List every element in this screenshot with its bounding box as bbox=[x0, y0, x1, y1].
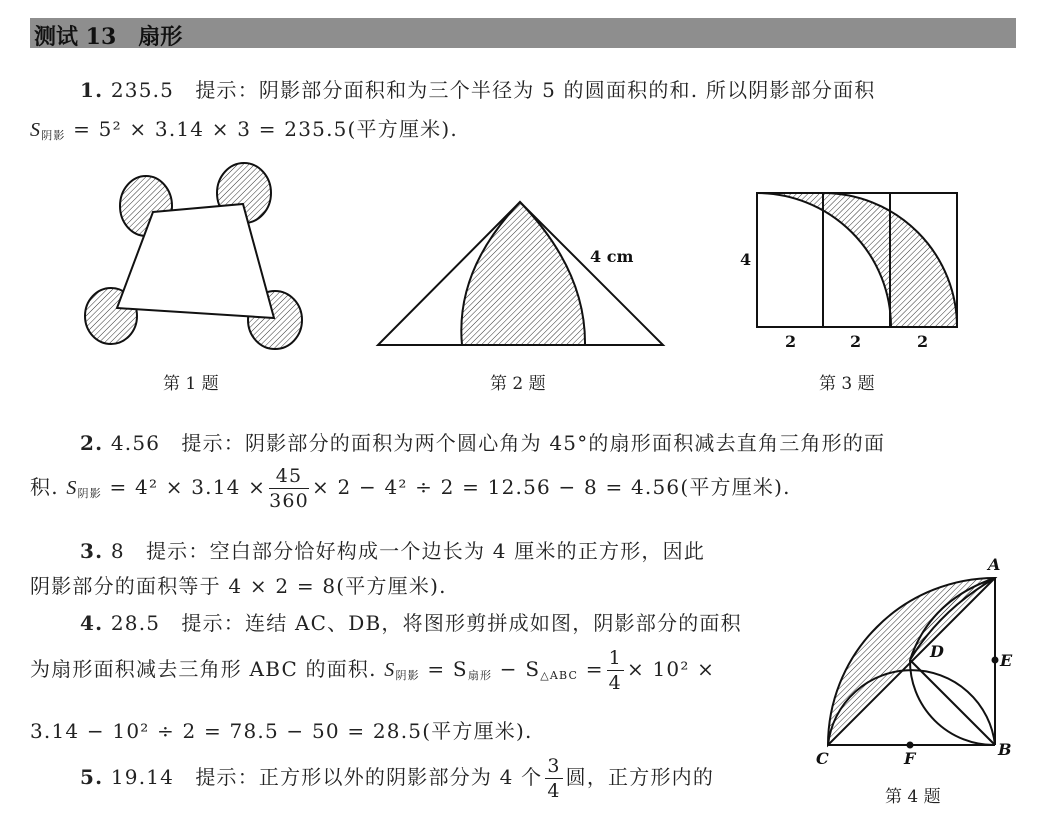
fig3-width-label: 2 bbox=[850, 332, 862, 351]
subscript: 阴影 bbox=[77, 487, 102, 500]
fig2-caption: 第 2 题 bbox=[490, 374, 546, 394]
fig4-caption: 第 4 题 bbox=[885, 787, 941, 807]
fig3-width-label: 2 bbox=[785, 332, 797, 351]
fraction bbox=[545, 754, 562, 803]
formula: = S bbox=[427, 657, 468, 681]
point-label-e: E bbox=[1000, 651, 1013, 670]
point-label-d: D bbox=[930, 642, 944, 661]
subscript: △ABC bbox=[540, 669, 579, 682]
formula: − S bbox=[492, 657, 541, 681]
formula: × 2 − 4² ÷ 2 = 12.56 − 8 = 4.56(平方厘米). bbox=[311, 475, 791, 499]
answer-value: 235.5 bbox=[110, 78, 175, 102]
figure-2 bbox=[378, 202, 663, 345]
hint-text: 圆，正方形内的 bbox=[565, 765, 715, 789]
fraction bbox=[607, 646, 624, 695]
section-title: 测试 13 扇形 bbox=[34, 24, 183, 50]
item-number: 4. bbox=[80, 611, 104, 635]
item-number: 1. bbox=[80, 78, 104, 102]
item-4-line-3: 3.14 − 10² ÷ 2 = 78.5 − 50 = 28.5(平方厘米). bbox=[30, 719, 533, 743]
fig3-caption: 第 3 题 bbox=[819, 374, 875, 394]
item-2-line-2 bbox=[30, 464, 791, 513]
hint-text: 提示：连结 AC、DB，将图形剪拼成如图，阴影部分的面积 bbox=[181, 611, 742, 635]
subscript: 扇形 bbox=[467, 669, 493, 682]
area-symbol: S bbox=[384, 659, 396, 681]
fraction bbox=[269, 464, 309, 513]
point-label-b: B bbox=[998, 740, 1012, 759]
fig3-height-label: 4 bbox=[740, 250, 752, 269]
area-symbol: S bbox=[66, 477, 78, 499]
item-2-line-1 bbox=[80, 427, 885, 456]
denominator: 360 bbox=[269, 490, 309, 512]
item-5-line-1 bbox=[80, 754, 714, 803]
point-label-c: C bbox=[816, 749, 829, 768]
fig3-width-label: 2 bbox=[917, 332, 929, 351]
figure-3 bbox=[740, 193, 957, 351]
fig2-side-label: 4 cm bbox=[590, 247, 634, 266]
hint-text: 提示：阴影部分的面积为两个圆心角为 45°的扇形面积减去直角三角形的面 bbox=[181, 431, 886, 455]
answer-value: 8 bbox=[110, 539, 125, 563]
denominator: 4 bbox=[608, 672, 622, 694]
formula: = 4² × 3.14 × bbox=[109, 475, 267, 499]
subscript: 阴影 bbox=[395, 669, 420, 682]
formula: = 5² × 3.14 × 3 = 235.5(平方厘米). bbox=[73, 117, 458, 141]
numerator: 1 bbox=[608, 647, 622, 669]
fig1-caption: 第 1 题 bbox=[163, 374, 219, 394]
item-number: 2. bbox=[80, 431, 104, 455]
point-label-a: A bbox=[988, 555, 1001, 574]
numerator: 45 bbox=[269, 464, 309, 489]
point-label-f: F bbox=[904, 749, 916, 768]
figure-1 bbox=[85, 163, 302, 349]
item-number: 3. bbox=[80, 539, 104, 563]
answer-value: 28.5 bbox=[110, 611, 161, 635]
hint-text: 提示：阴影部分面积和为三个半径为 5 的圆面积的和. 所以阴影部分面积 bbox=[195, 78, 876, 102]
hint-text: 提示：正方形以外的阴影部分为 4 个 bbox=[195, 765, 543, 789]
area-symbol: S bbox=[30, 119, 42, 141]
denominator: 4 bbox=[547, 780, 561, 802]
text: 为扇形面积减去三角形 ABC 的面积. bbox=[30, 657, 385, 681]
item-4-line-2 bbox=[30, 646, 715, 695]
formula: × 10² × bbox=[626, 657, 716, 681]
text: 积. bbox=[30, 475, 67, 499]
hint-text: 提示：空白部分恰好构成一个边长为 4 厘米的正方形，因此 bbox=[145, 539, 706, 563]
item-4-line-1 bbox=[80, 607, 742, 636]
answer-value: 4.56 bbox=[110, 431, 161, 455]
item-3-line-2: 阴影部分的面积等于 4 × 2 = 8(平方厘米). bbox=[30, 574, 447, 598]
answer-value: 19.14 bbox=[110, 765, 175, 789]
item-3-line-1 bbox=[80, 535, 705, 564]
formula: = bbox=[578, 657, 604, 681]
figure-4 bbox=[816, 555, 1013, 768]
subscript: 阴影 bbox=[41, 129, 66, 142]
numerator: 3 bbox=[547, 755, 561, 777]
item-number: 5. bbox=[80, 765, 104, 789]
